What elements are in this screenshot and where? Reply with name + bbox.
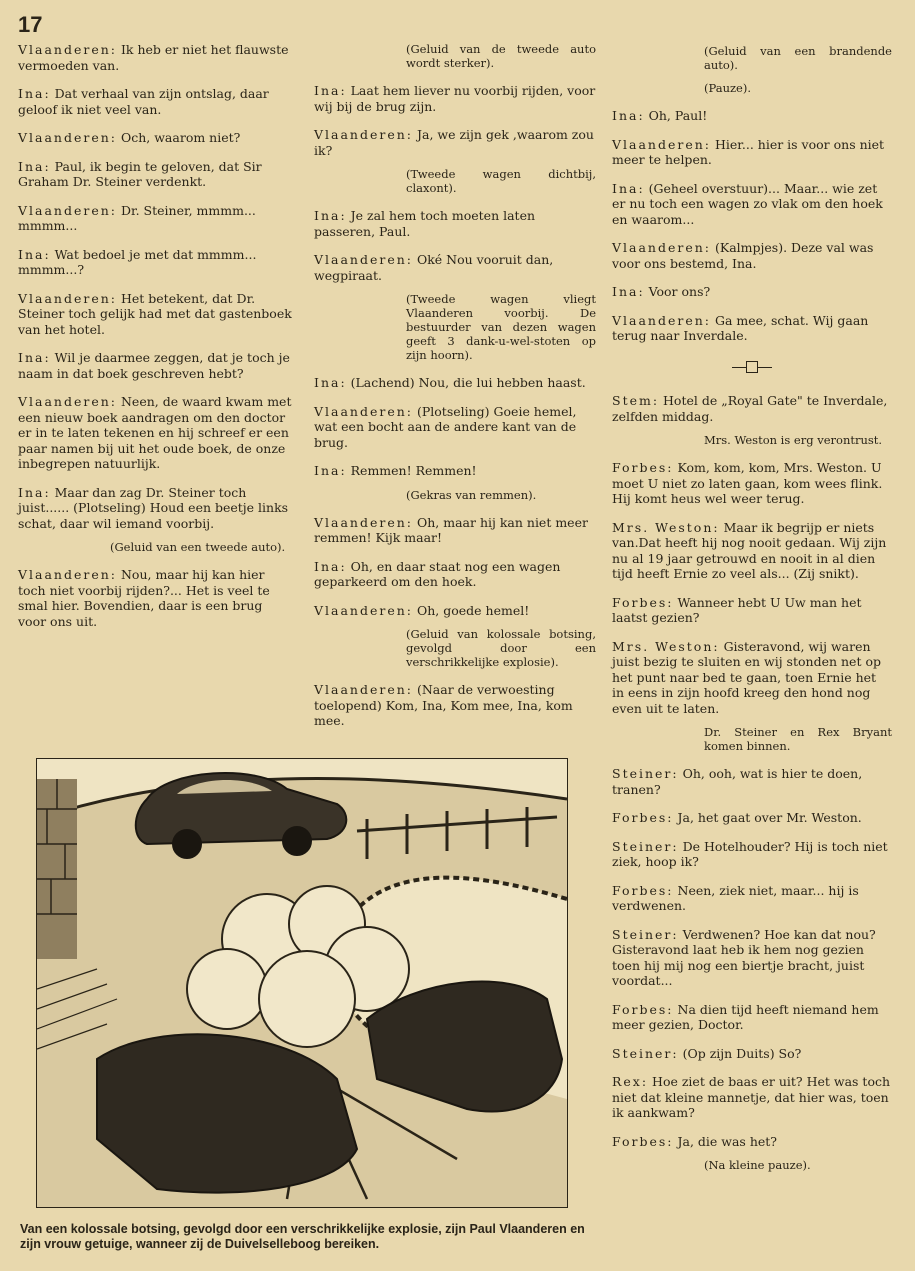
speaker-name: Ina: — [314, 558, 347, 574]
dialogue-line — [18, 159, 294, 190]
speaker-name: Vlaanderen: — [314, 514, 414, 530]
speaker-name: Mrs. Weston: — [612, 519, 720, 535]
speaker-name: Ina: — [314, 463, 347, 478]
dialogue-line — [612, 639, 892, 717]
dialogue-text: Oh, ooh, wat is hier te doen, tranen? — [612, 766, 863, 797]
dialogue-text: (Plotseling) Goeie hemel, wat een bocht aan de andere kant van de brug. — [314, 403, 577, 450]
dialogue-text: Je zal hem toch moeten laten passeren, Paul. — [314, 208, 536, 239]
dialogue-text: Voor ons? — [644, 284, 711, 299]
dialogue-line — [612, 460, 892, 507]
dialogue-line — [612, 137, 892, 168]
speaker-name: Steiner: — [612, 1045, 679, 1061]
dialogue-text: Het betekent, dat Dr. Steiner toch gelijk had met dat gastenboek van het hotel. — [18, 290, 292, 337]
dialogue-line — [314, 127, 596, 158]
text-column-2 — [314, 42, 596, 742]
dialogue-text: De Hotelhouder? Hij is toch niet ziek, hoop ik? — [612, 838, 888, 869]
speaker-name: Ina: — [18, 246, 51, 262]
dialogue-line — [314, 208, 596, 239]
illustration-caption: Van een kolossale botsing, gevolgd door een verschrikkelijke explosie, zijn Paul Vlaanderen en zijn vrouw getuige, wanneer zij de Duivelselleboog bereiken. — [20, 1222, 585, 1251]
speaker-name: Vlaanderen: — [18, 394, 118, 409]
dialogue-text: Oh, goede hemel! — [413, 602, 530, 618]
speaker-name: Vlaanderen: — [18, 202, 118, 218]
stage-direction: (Pauze). — [704, 81, 751, 95]
stage-direction: (Geluid van de tweede auto wordt sterker). — [406, 42, 596, 70]
text-column-3 — [612, 44, 892, 1185]
speaker-name: Steiner: — [612, 838, 679, 854]
dialogue-line — [314, 515, 596, 546]
dialogue-text: Maar ik begrijp er niets van.Dat heeft hij nog nooit gedaan. Wij zijn nu al 19 jaar getrouwd en nooit in al dien tijd heeft Ernie zo veel als... (Zij snikt). — [612, 519, 887, 581]
speaker-name: Vlaanderen: — [314, 127, 414, 142]
dialogue-line — [612, 1074, 892, 1121]
speaker-name: Rex: — [612, 1074, 649, 1089]
dialogue-text: Oh, maar hij kan niet meer remmen! Kijk maar! — [314, 514, 588, 545]
text-column-1 — [18, 42, 294, 642]
dialogue-text: Remmen! Remmen! — [346, 463, 477, 478]
speaker-name: Mrs. Weston: — [612, 638, 720, 654]
speaker-name: Ina: — [18, 86, 51, 101]
speaker-name: Forbes: — [612, 810, 674, 825]
dialogue-line — [314, 463, 596, 479]
dialogue-text: Paul, ik begin te geloven, dat Sir Graham Dr. Steiner verdenkt. — [18, 158, 262, 189]
dialogue-text: Neen, ziek niet, maar... hij is verdwenen. — [612, 882, 859, 913]
dialogue-text: Hier... hier is voor ons niet meer te helpen. — [612, 136, 885, 167]
dialogue-line — [612, 839, 892, 870]
speaker-name: Ina: — [18, 484, 51, 500]
dialogue-line — [612, 927, 892, 989]
speaker-name: Vlaanderen: — [612, 240, 712, 255]
dialogue-line — [18, 567, 294, 629]
dialogue-line — [18, 350, 294, 381]
speaker-name: Ina: — [314, 83, 347, 98]
speaker-name: Forbes: — [612, 1001, 674, 1017]
dialogue-line — [18, 42, 294, 73]
speaker-name: Vlaanderen: — [18, 567, 118, 582]
dialogue-text: Nou, maar hij kan hier toch niet voorbij rijden?... Het is veel te smal hier. Bovendien, daar is een brug voor ons uit. — [18, 567, 270, 629]
dialogue-text: (Op zijn Duits) So? — [678, 1045, 802, 1061]
stage-direction: (Geluid van een tweede auto). — [110, 540, 286, 554]
dialogue-text: Kom, kom, kom, Mrs. Weston. U moet U niet zo laten gaan, kom wees flink. Hij komt heus wel weer terug. — [612, 460, 883, 506]
speaker-name: Ina: — [612, 180, 645, 196]
speaker-name: Vlaanderen: — [18, 290, 118, 306]
dialogue-text: Verdwenen? Hoe kan dat nou? Gisteravond laat heb ik hem nog gezien toen hij mij nog een biertje bracht, juist voordat... — [612, 926, 876, 988]
dialogue-text: Oh, en daar staat nog een wagen geparkeerd om den hoek. — [314, 558, 561, 589]
dialogue-text: Laat hem liever nu voorbij rijden, voor wij bij de brug zijn. — [314, 83, 596, 114]
dialogue-text: Wat bedoel je met dat mmmm... mmmm...? — [18, 246, 257, 277]
stage-direction: (Na kleine pauze). — [704, 1158, 811, 1172]
crash-illustration — [36, 758, 568, 1208]
speaker-name: Ina: — [18, 350, 51, 365]
dialogue-text: Hotel de „Royal Gate" te Inverdale, zelfden middag. — [612, 393, 888, 424]
dialogue-text: Dr. Steiner, mmmm... mmmm... — [18, 202, 256, 233]
dialogue-text: Wanneer hebt U Uw man het laatst gezien? — [612, 594, 862, 625]
speaker-name: Vlaanderen: — [314, 602, 414, 618]
dialogue-line — [612, 1046, 892, 1062]
dialogue-line — [612, 883, 892, 914]
dialogue-line — [612, 1002, 892, 1033]
dialogue-text: Oké Nou vooruit dan, wegpiraat. — [314, 252, 554, 283]
speaker-name: Ina: — [314, 208, 347, 223]
stage-direction: (Tweede wagen dichtbij, claxont). — [406, 167, 596, 195]
speaker-name: Forbes: — [612, 594, 674, 610]
dialogue-line — [612, 393, 892, 424]
dialogue-line — [612, 240, 892, 271]
dialogue-text: (Naar de verwoesting toelopend) Kom, Ina, Kom mee, Ina, kom mee. — [314, 682, 573, 728]
dialogue-text: Wil je daarmee zeggen, dat je toch je naam in dat boek geschreven hebt? — [18, 350, 290, 381]
stage-direction: (Geluid van kolossale botsing, gevolgd door een verschrikkelijke explosie). — [406, 627, 596, 669]
dialogue-text: Ja, we zijn gek ,waarom zou ik? — [314, 127, 594, 158]
dialogue-line — [314, 559, 596, 590]
dialogue-line — [18, 130, 294, 146]
dialogue-text: Gisteravond, wij waren juist bezig te sluiten en wij stonden net op het punt naar bed te gaan, toen Ernie het in eens in zijn hoofd kreeg den hond nog even uit te laten. — [612, 638, 881, 716]
dialogue-line — [612, 520, 892, 582]
speaker-name: Vlaanderen: — [314, 682, 414, 697]
dialogue-text: Ik heb er niet het flauwste vermoeden van. — [18, 42, 289, 73]
speaker-name: Vlaanderen: — [612, 136, 712, 152]
dialogue-line — [314, 603, 596, 619]
speaker-name: Vlaanderen: — [612, 312, 712, 328]
dialogue-text: (Lachend) Nou, die lui hebben haast. — [346, 375, 586, 390]
dialogue-line — [612, 181, 892, 228]
speaker-name: Vlaanderen: — [314, 252, 414, 267]
dialogue-text: Och, waarom niet? — [117, 130, 241, 145]
dialogue-text: Oh, Paul! — [644, 108, 708, 123]
speaker-name: Stem: — [612, 393, 660, 408]
dialogue-line — [612, 313, 892, 344]
stage-direction: Mrs. Weston is erg verontrust. — [704, 433, 883, 447]
speaker-name: Steiner: — [612, 766, 679, 781]
dialogue-line — [314, 682, 596, 729]
speaker-name: Steiner: — [612, 926, 679, 942]
speaker-name: Ina: — [612, 108, 645, 123]
dialogue-line — [18, 291, 294, 338]
dialogue-line — [612, 810, 892, 826]
dialogue-line — [314, 252, 596, 283]
dialogue-line — [612, 766, 892, 797]
speaker-name: Ina: — [612, 284, 645, 299]
dialogue-text: Ga mee, schat. Wij gaan terug naar Inverdale. — [612, 312, 869, 343]
dialogue-text: Neen, de waard kwam met een nieuw boek aandragen om den doctor er in te laten tekenen en hij schreef er een paar namen bij uit het oude boek, de onze inbegrepen natuurlijk. — [18, 394, 292, 471]
dialogue-text: Hoe ziet de baas er uit? Het was toch niet dat kleine mannetje, dat hier was, toen ik aankwam? — [612, 1074, 891, 1120]
page-number: 17 — [18, 12, 43, 37]
scene-divider — [612, 360, 892, 376]
dialogue-line — [18, 485, 294, 532]
dialogue-text: Ja, het gaat over Mr. Weston. — [673, 810, 862, 825]
speaker-name: Forbes: — [612, 460, 674, 475]
speaker-name: Forbes: — [612, 882, 674, 898]
dialogue-line — [314, 404, 596, 451]
dialogue-line — [612, 108, 892, 124]
stage-direction: (Geluid van een brandende auto). — [704, 44, 892, 72]
speaker-name: Vlaanderen: — [314, 403, 414, 419]
speaker-name: Vlaanderen: — [18, 130, 118, 145]
stage-direction: (Tweede wagen vliegt Vlaanderen voorbij. De bestuurder van dezen wagen geeft 3 dank-u-wel-stoten op zijn hoorn). — [406, 292, 596, 362]
dialogue-line — [612, 284, 892, 300]
dialogue-text: Dat verhaal van zijn ontslag, daar geloof ik niet veel van. — [18, 86, 269, 117]
dialogue-text: (Geheel overstuur)... Maar... wie zet er nu toch een wagen zo vlak om den hoek en waarom... — [612, 180, 883, 227]
dialogue-text: Na dien tijd heeft niemand hem meer gezien, Doctor. — [612, 1001, 879, 1032]
dialogue-line — [612, 1134, 892, 1150]
dialogue-line — [18, 203, 294, 234]
dialogue-line — [612, 595, 892, 626]
speaker-name: Ina: — [314, 375, 347, 390]
dialogue-line — [18, 86, 294, 117]
dialogue-text: Ja, die was het? — [673, 1133, 777, 1149]
dialogue-line — [18, 247, 294, 278]
dialogue-line — [18, 394, 294, 472]
dialogue-line — [314, 83, 596, 114]
speaker-name: Forbes: — [612, 1133, 674, 1149]
speaker-name: Vlaanderen: — [18, 42, 118, 57]
stage-direction: (Gekras van remmen). — [406, 487, 537, 502]
dialogue-line — [314, 375, 596, 391]
stage-direction: Dr. Steiner en Rex Bryant komen binnen. — [704, 725, 892, 753]
speaker-name: Ina: — [18, 158, 51, 174]
dialogue-text: (Kalmpjes). Deze val was voor ons bestemd, Ina. — [612, 240, 874, 271]
dialogue-text: Maar dan zag Dr. Steiner toch juist...... (Plotseling) Houd een beetje links schat, daar wil iemand voorbij. — [18, 484, 289, 531]
